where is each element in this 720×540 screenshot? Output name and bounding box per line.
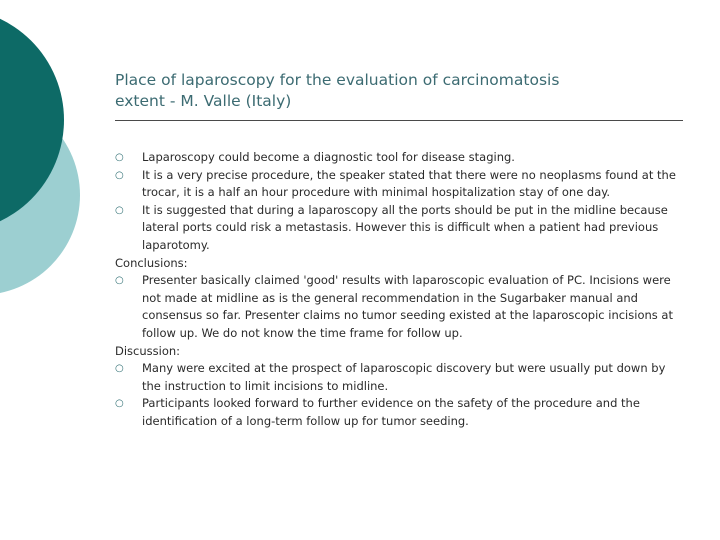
bullet-text: Laparoscopy could become a diagnostic tool for disease staging. — [142, 150, 515, 164]
bullet-text: Presenter basically claimed 'good' results with laparoscopic evaluation of PC. Incisions were not made at midline as is the general recommendation in the Sugarbaker manual and consensus so far. Presenter claims no tumor seeding existed at the laparoscopic incisions at follow up. We do not know the time frame for follow up. — [142, 273, 673, 340]
slide-title — [115, 70, 705, 112]
list-item — [115, 395, 685, 430]
hollow-circle-bullet-icon: ○ — [115, 398, 124, 410]
slide-body — [115, 149, 685, 431]
discussion-heading: Discussion: — [115, 343, 181, 358]
conclusions-heading: Conclusions: — [115, 255, 188, 270]
list-item — [115, 272, 685, 342]
list-item — [115, 202, 685, 255]
title-divider — [115, 120, 683, 121]
hollow-circle-bullet-icon: ○ — [115, 204, 124, 216]
bullet-text: It is suggested that during a laparoscopy all the ports should be put in the midline because lateral ports could risk a metastasis. However this is difficult when a patient had previous laparotomy. — [142, 202, 668, 252]
hollow-circle-bullet-icon: ○ — [115, 169, 124, 181]
decorative-circles — [0, 0, 120, 300]
list-item — [115, 149, 685, 167]
list-item — [115, 167, 685, 202]
title-line-2: extent - M. Valle (Italy) — [115, 92, 292, 110]
hollow-circle-bullet-icon: ○ — [115, 152, 124, 163]
bullet-text: It is a very precise procedure, the speaker stated that there were no neoplasms found at the trocar, it is a half an hour procedure with minimal hospitalization stay of one day. — [142, 167, 676, 200]
hollow-circle-bullet-icon: ○ — [115, 275, 124, 287]
hollow-circle-bullet-icon: ○ — [115, 363, 124, 375]
bullet-text: Many were excited at the prospect of laparoscopic discovery but were usually put down by the instruction to limit incisions to midline. — [142, 361, 666, 393]
bullet-text: Participants looked forward to further evidence on the safety of the procedure and the identification of a long-term follow up for tumor seeding. — [142, 396, 640, 428]
list-item — [115, 360, 685, 395]
title-line-1: Place of laparoscopy for the evaluation of carcinomatosis — [115, 71, 560, 89]
